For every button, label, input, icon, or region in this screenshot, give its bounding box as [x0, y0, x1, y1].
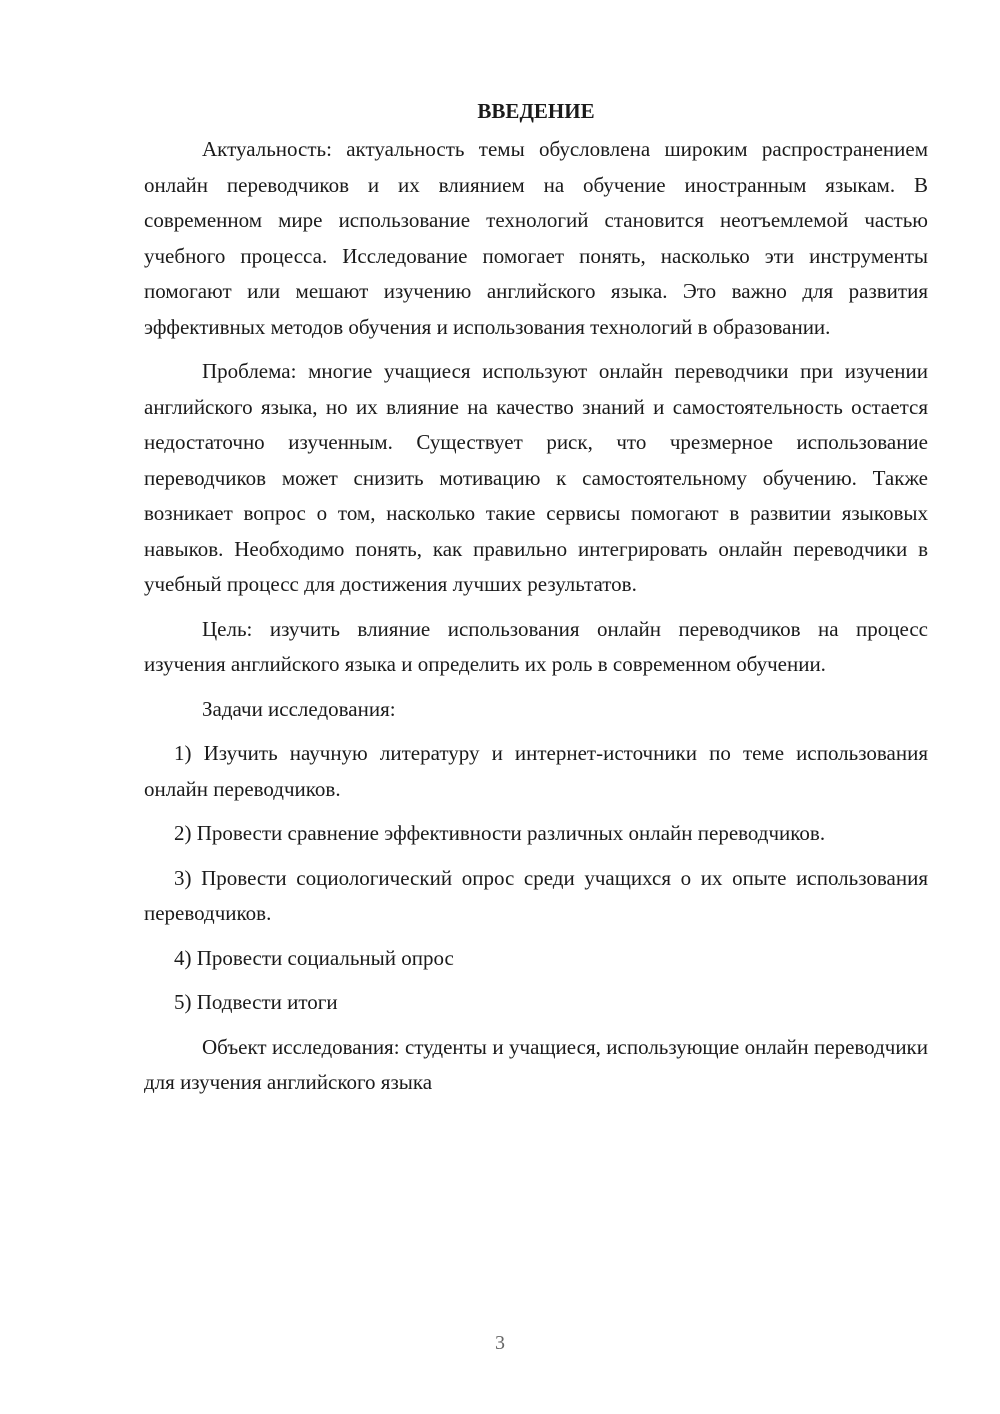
task-item: 5) Подвести итоги: [174, 990, 338, 1014]
task-item: 3) Провести социологический опрос среди учащихся о их опыте использования переводчиков.: [144, 865, 928, 925]
task-item: 4) Провести социальный опрос: [174, 945, 454, 970]
tasks-heading: Задачи исследования:: [202, 696, 396, 721]
task-item: 2) Провести сравнение эффективности различных онлайн переводчиков.: [174, 821, 826, 845]
problem-paragraph: Проблема: многие учащиеся используют онлайн переводчики при изучении английского языка, но их влияние на качество знаний и самостоятельность остается недостаточно изученным. Существует риск, что чрезмерное использование переводчиков может снизить мотивацию к самостоятельному обучению. Также возникает вопрос о том, насколько такие сервисы помогают в развитии языковых навыков. Необходимо понять, как правильно интегрировать онлайн переводчики в учебный процесс для достижения лучших результатов.: [144, 359, 928, 596]
object-paragraph: Объект исследования: студенты и учащиеся, использующие онлайн переводчики для изучения английского языка: [144, 1034, 928, 1094]
page-number: 3: [495, 1332, 505, 1354]
relevance-paragraph: Актуальность: актуальность темы обусловлена широким распространением онлайн переводчиков и их влиянием на обучение иностранным языкам. В современном мире использование технологий становится неотъемлемой частью учебного процесса. Исследование помогает понять, насколько эти инструменты помогают или мешают изучению английского языка. Это важно для развития эффективных методов обучения и использования технологий в образовании.: [144, 137, 928, 339]
section-title: ВВЕДЕНИЕ: [477, 99, 595, 123]
task-item: 1) Изучить научную литературу и интернет-источники по теме использования онлайн переводчиков.: [144, 741, 928, 801]
document-page: [144, 96, 928, 1110]
goal-paragraph: Цель: изучить влияние использования онлайн переводчиков на процесс изучения английского языка и определить их роль в современном обучении.: [144, 616, 928, 676]
